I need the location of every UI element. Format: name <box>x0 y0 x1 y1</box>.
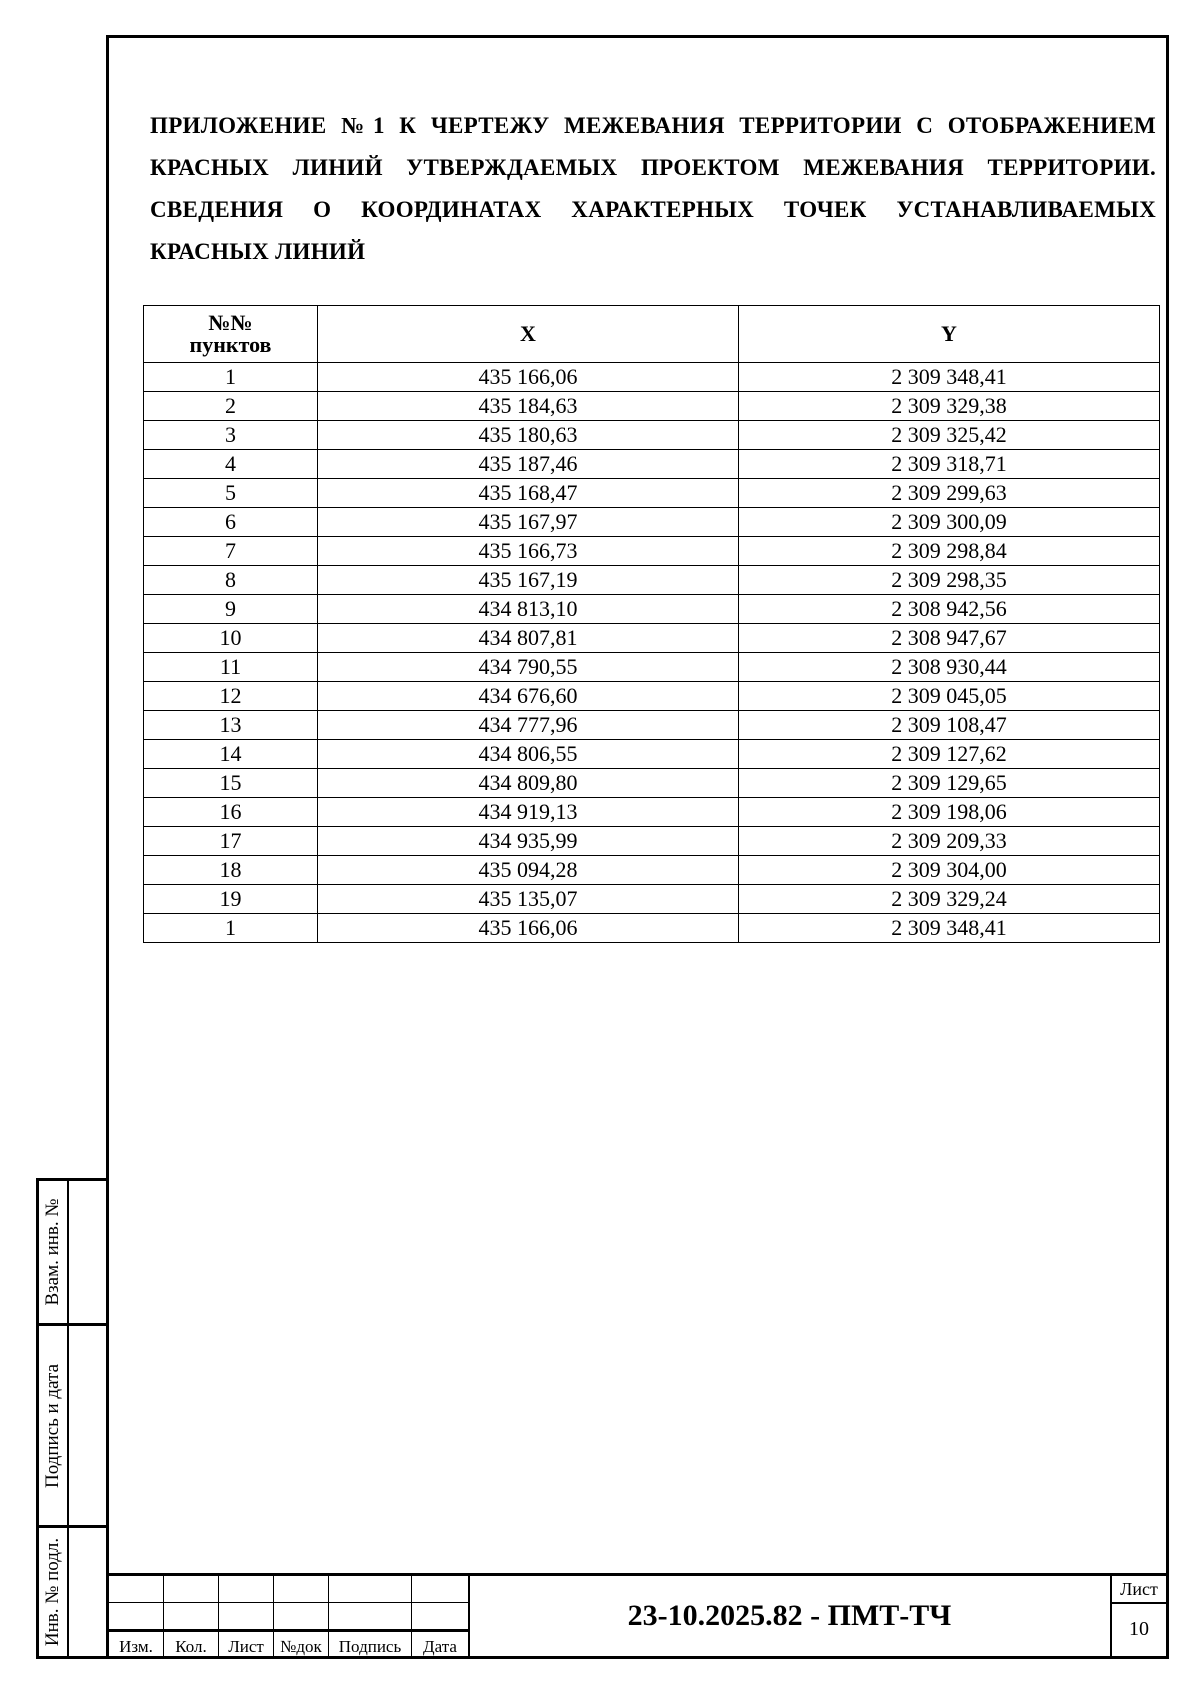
title-block-grid <box>109 1576 470 1656</box>
title-block-column <box>109 1576 164 1656</box>
title-block-column-label: Кол. <box>164 1630 218 1656</box>
title-block-column <box>412 1576 468 1656</box>
point-number-cell: 18 <box>144 856 318 885</box>
x-cell: 434 813,10 <box>318 595 739 624</box>
table-row <box>144 479 1160 508</box>
title-block-empty-cell <box>109 1576 163 1603</box>
table-row <box>144 856 1160 885</box>
y-cell: 2 309 329,38 <box>739 392 1160 421</box>
y-cell: 2 309 298,84 <box>739 537 1160 566</box>
title-block-column <box>274 1576 329 1656</box>
x-cell: 435 168,47 <box>318 479 739 508</box>
table-row <box>144 885 1160 914</box>
point-number-cell: 4 <box>144 450 318 479</box>
side-stamp-signature <box>36 1323 106 1525</box>
y-cell: 2 309 300,09 <box>739 508 1160 537</box>
document-number: 23-10.2025.82 - ПМТ-ТЧ <box>627 1599 952 1632</box>
title-block-empty-cell <box>412 1576 468 1603</box>
header-point-number-line2: пунктов <box>189 332 272 357</box>
x-cell: 434 807,81 <box>318 624 739 653</box>
x-cell: 434 806,55 <box>318 740 739 769</box>
header-x: X <box>318 306 739 363</box>
y-cell: 2 309 045,05 <box>739 682 1160 711</box>
title-block-empty-cell <box>109 1603 163 1630</box>
header-point-number <box>144 306 318 363</box>
sheet-box <box>1110 1576 1166 1656</box>
x-cell: 435 135,07 <box>318 885 739 914</box>
y-cell: 2 309 127,62 <box>739 740 1160 769</box>
point-number-cell: 6 <box>144 508 318 537</box>
table-row <box>144 711 1160 740</box>
title-block-column <box>219 1576 274 1656</box>
title-block-empty-cell <box>164 1576 218 1603</box>
coordinates-table <box>143 305 1160 943</box>
title-block-empty-cell <box>412 1603 468 1630</box>
title-block-empty-cell <box>164 1603 218 1630</box>
x-cell: 434 777,96 <box>318 711 739 740</box>
y-cell: 2 309 325,42 <box>739 421 1160 450</box>
x-cell: 435 184,63 <box>318 392 739 421</box>
table-row <box>144 595 1160 624</box>
y-cell: 2 309 129,65 <box>739 769 1160 798</box>
sheet-label: Лист <box>1112 1576 1166 1604</box>
y-cell: 2 309 304,00 <box>739 856 1160 885</box>
x-cell: 435 166,06 <box>318 363 739 392</box>
x-cell: 434 676,60 <box>318 682 739 711</box>
table-row <box>144 450 1160 479</box>
y-cell: 2 308 947,67 <box>739 624 1160 653</box>
title-block-column-label: №док <box>274 1630 328 1656</box>
title-block-column-label: Изм. <box>109 1630 163 1656</box>
side-label-cell <box>39 1326 69 1525</box>
x-cell: 435 167,97 <box>318 508 739 537</box>
title-block <box>109 1573 1166 1656</box>
table-row <box>144 682 1160 711</box>
point-number-cell: 13 <box>144 711 318 740</box>
side-label-podpis: Подпись и дата <box>42 1363 63 1488</box>
title-block-column <box>329 1576 412 1656</box>
table-row <box>144 827 1160 856</box>
x-cell: 435 166,73 <box>318 537 739 566</box>
side-label-vzam: Взам. инв. № <box>42 1198 63 1306</box>
y-cell: 2 309 299,63 <box>739 479 1160 508</box>
table-row <box>144 798 1160 827</box>
point-number-cell: 1 <box>144 363 318 392</box>
point-number-cell: 12 <box>144 682 318 711</box>
point-number-cell: 1 <box>144 914 318 943</box>
point-number-cell: 16 <box>144 798 318 827</box>
title-block-empty-cell <box>219 1576 273 1603</box>
sheet-number: 10 <box>1129 1618 1149 1640</box>
table-header-row <box>144 306 1160 363</box>
y-cell: 2 309 348,41 <box>739 363 1160 392</box>
title-block-empty-cell <box>274 1576 328 1603</box>
x-cell: 435 094,28 <box>318 856 739 885</box>
point-number-cell: 7 <box>144 537 318 566</box>
y-cell: 2 309 329,24 <box>739 885 1160 914</box>
table-row <box>144 914 1160 943</box>
point-number-cell: 15 <box>144 769 318 798</box>
title-block-column <box>164 1576 219 1656</box>
x-cell: 435 180,63 <box>318 421 739 450</box>
header-point-number-line1: №№ <box>208 310 253 335</box>
point-number-cell: 8 <box>144 566 318 595</box>
table-row <box>144 769 1160 798</box>
y-cell: 2 309 198,06 <box>739 798 1160 827</box>
title-block-column-label: Лист <box>219 1630 273 1656</box>
point-number-cell: 5 <box>144 479 318 508</box>
y-cell: 2 309 209,33 <box>739 827 1160 856</box>
document-heading: ПРИЛОЖЕНИЕ №1 К ЧЕРТЕЖУ МЕЖЕВАНИЯ ТЕРРИТОРИИ С ОТОБРАЖЕНИЕМ КРАСНЫХ ЛИНИЙ УТВЕРЖДАЕМЫХ ПРОЕКТОМ МЕЖЕВАНИЯ ТЕРРИТОРИИ. СВЕДЕНИЯ О КООРДИНАТАХ ХАРАКТЕРНЫХ ТОЧЕК УСТАНАВЛИВАЕМЫХ КРАСНЫХ ЛИНИЙ <box>150 113 1156 264</box>
table-row <box>144 537 1160 566</box>
x-cell: 435 167,19 <box>318 566 739 595</box>
title-block-empty-cell <box>329 1603 411 1630</box>
table-row <box>144 653 1160 682</box>
point-number-cell: 2 <box>144 392 318 421</box>
x-cell: 434 809,80 <box>318 769 739 798</box>
table-row <box>144 624 1160 653</box>
point-number-cell: 19 <box>144 885 318 914</box>
y-cell: 2 309 108,47 <box>739 711 1160 740</box>
x-cell: 435 166,06 <box>318 914 739 943</box>
title-block-empty-cell <box>274 1603 328 1630</box>
x-cell: 434 919,13 <box>318 798 739 827</box>
table-row <box>144 740 1160 769</box>
header-y: Y <box>739 306 1160 363</box>
table-row <box>144 392 1160 421</box>
y-cell: 2 309 298,35 <box>739 566 1160 595</box>
point-number-cell: 10 <box>144 624 318 653</box>
x-cell: 435 187,46 <box>318 450 739 479</box>
point-number-cell: 3 <box>144 421 318 450</box>
point-number-cell: 14 <box>144 740 318 769</box>
y-cell: 2 308 930,44 <box>739 653 1160 682</box>
title-block-empty-cell <box>329 1576 411 1603</box>
x-cell: 434 935,99 <box>318 827 739 856</box>
title-block-column-label: Дата <box>412 1630 468 1656</box>
point-number-cell: 17 <box>144 827 318 856</box>
side-stamp-inventory <box>36 1525 106 1659</box>
title-block-empty-cell <box>219 1603 273 1630</box>
table-row <box>144 421 1160 450</box>
table-row <box>144 566 1160 595</box>
point-number-cell: 11 <box>144 653 318 682</box>
table-row <box>144 508 1160 537</box>
x-cell: 434 790,55 <box>318 653 739 682</box>
y-cell: 2 309 318,71 <box>739 450 1160 479</box>
point-number-cell: 9 <box>144 595 318 624</box>
title-block-column-label: Подпись <box>329 1630 411 1656</box>
side-label-inv: Инв. № подл. <box>42 1537 63 1647</box>
y-cell: 2 309 348,41 <box>739 914 1160 943</box>
side-label-cell <box>39 1181 69 1323</box>
y-cell: 2 308 942,56 <box>739 595 1160 624</box>
side-label-cell <box>39 1528 69 1656</box>
table-body <box>144 363 1160 943</box>
table-row <box>144 363 1160 392</box>
side-stamp-replacement <box>36 1178 106 1323</box>
